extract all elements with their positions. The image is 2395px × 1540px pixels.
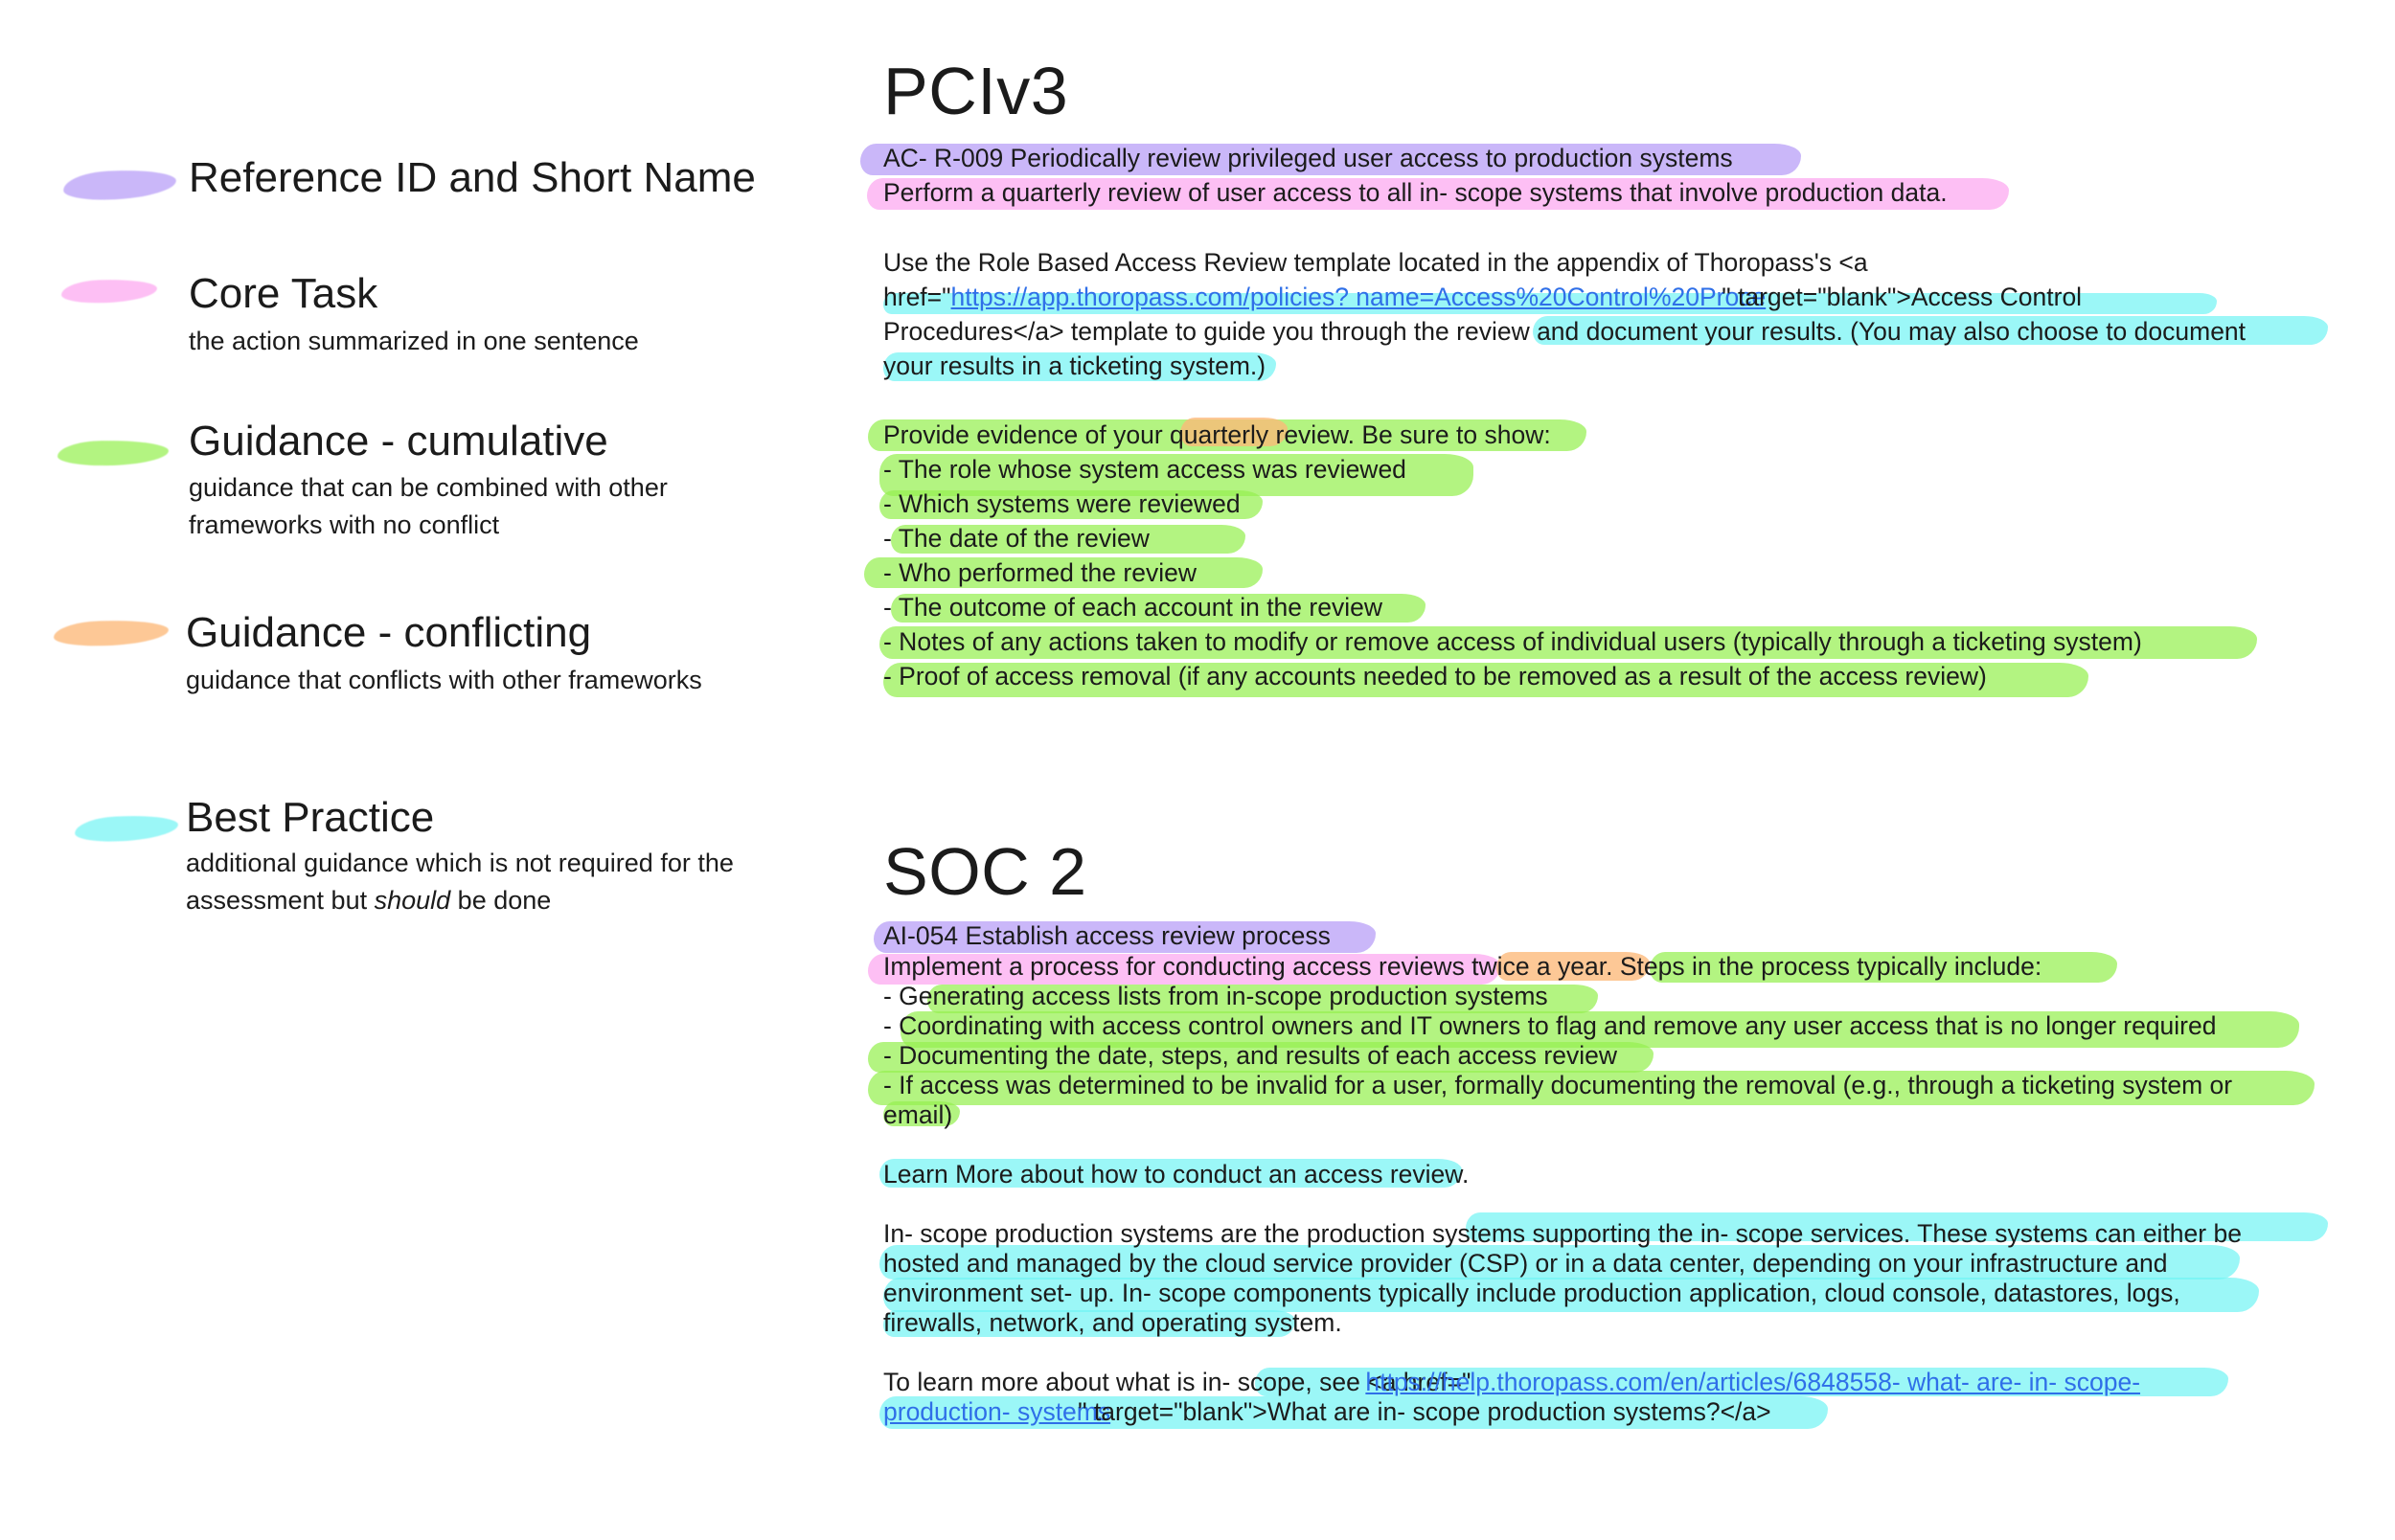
legend-title-best-practice: Best Practice [186,794,435,841]
paragraph-line [883,1395,1771,1429]
list-item: - The outcome of each account in the review [883,593,1382,622]
paragraph-line: environment set- up. In- scope components typically include production application, cloud console, datastores, logs, [883,1279,2180,1307]
help-article-link[interactable]: https://help.thoropass.com/en/articles/6848558- what- are- in- scope- [1365,1368,2141,1396]
orange-highlight-swatch [54,619,170,647]
access-control-policy-link[interactable]: https://app.thoropass.com/policies? name=Access%20Control%20Proce [950,283,1767,311]
list-item: - Which systems were reviewed [883,489,1241,518]
paragraph-text: To learn more about what is in- scope, see <a href=" [883,1368,1471,1396]
list-item: - Documenting the date, steps, and results of each access review [883,1041,1617,1070]
legend-desc-core: the action summarized in one sentence [189,327,639,355]
cyan-highlight-swatch [74,813,178,844]
core-task-text: Implement a process for conducting access reviews twice a year. Steps in the process typically include: [883,952,2042,981]
list-item: - Notes of any actions taken to modify or remove access of individual users (typically through a ticketing system) [883,627,2142,656]
list-item: - Generating access lists from in-scope production systems [883,982,1548,1010]
paragraph-line: hosted and managed by the cloud service provider (CSP) or in a data center, depending on your infrastructure and [883,1249,2168,1278]
guidance-line [883,281,2082,314]
control-reference-id: AI-054 Establish access review process [883,921,1331,950]
green-highlight-swatch [57,440,169,466]
guidance-line: Provide evidence of your quarterly review. Be sure to show: [883,420,1551,449]
legend-desc-cumulative: guidance that can be combined with other frameworks with no conflict [189,473,668,539]
list-item: - The role whose system access was reviewed [883,455,1406,484]
guidance-text: href=" [883,283,951,311]
paragraph-line: In- scope production systems are the production systems supporting the in- scope services. These systems can either be [883,1219,2242,1248]
control-reference-id: AC- R-009 Periodically review privileged user access to production systems [883,144,1733,172]
paragraph-line [883,1366,2140,1399]
guidance-line: Use the Role Based Access Review template located in the appendix of Thoropass's <a [883,248,1868,277]
legend-title-reference: Reference ID and Short Name [189,154,756,201]
section-heading-soc: SOC 2 [883,834,1087,909]
legend-title-conflicting: Guidance - conflicting [186,609,592,656]
guidance-line: Procedures</a> template to guide you through the review and document your results. (You may also choose to document [883,317,2247,346]
list-item: - The date of the review [883,524,1150,553]
learn-more-text: Learn More about how to conduct an access review. [883,1160,1470,1189]
list-item: - If access was determined to be invalid for a user, formally documenting the removal (e.g., through a ticketing system or [883,1071,2233,1099]
list-item: - Who performed the review [883,558,1197,587]
legend-desc-best-practice: additional guidance which is not required for the assessment but should be done [186,849,734,915]
paragraph-text: " target="blank">What are in- scope production systems?</a> [1078,1397,1771,1426]
guidance-line: your results in a ticketing system.) [883,351,1266,380]
help-article-link-continued[interactable]: production- systems [883,1397,1111,1426]
pink-highlight-swatch [61,278,158,304]
legend-title-core: Core Task [189,270,378,317]
legend-title-cumulative: Guidance - cumulative [189,418,608,464]
section-heading-pci: PCIv3 [883,54,1069,128]
legend-desc-conflicting: guidance that conflicts with other frameworks [186,666,702,694]
paragraph-line: firewalls, network, and operating system. [883,1308,1342,1337]
list-item: - Proof of access removal (if any accounts needed to be removed as a result of the access review) [883,662,1987,691]
core-task-text: Perform a quarterly review of user access to all in- scope systems that involve production data. [883,178,1948,207]
guidance-text: " target="blank">Access Control [1722,283,2083,311]
list-item: email) [883,1100,953,1129]
purple-highlight-swatch [62,168,176,202]
list-item: - Coordinating with access control owners and IT owners to flag and remove any user access that is no longer required [883,1011,2217,1040]
